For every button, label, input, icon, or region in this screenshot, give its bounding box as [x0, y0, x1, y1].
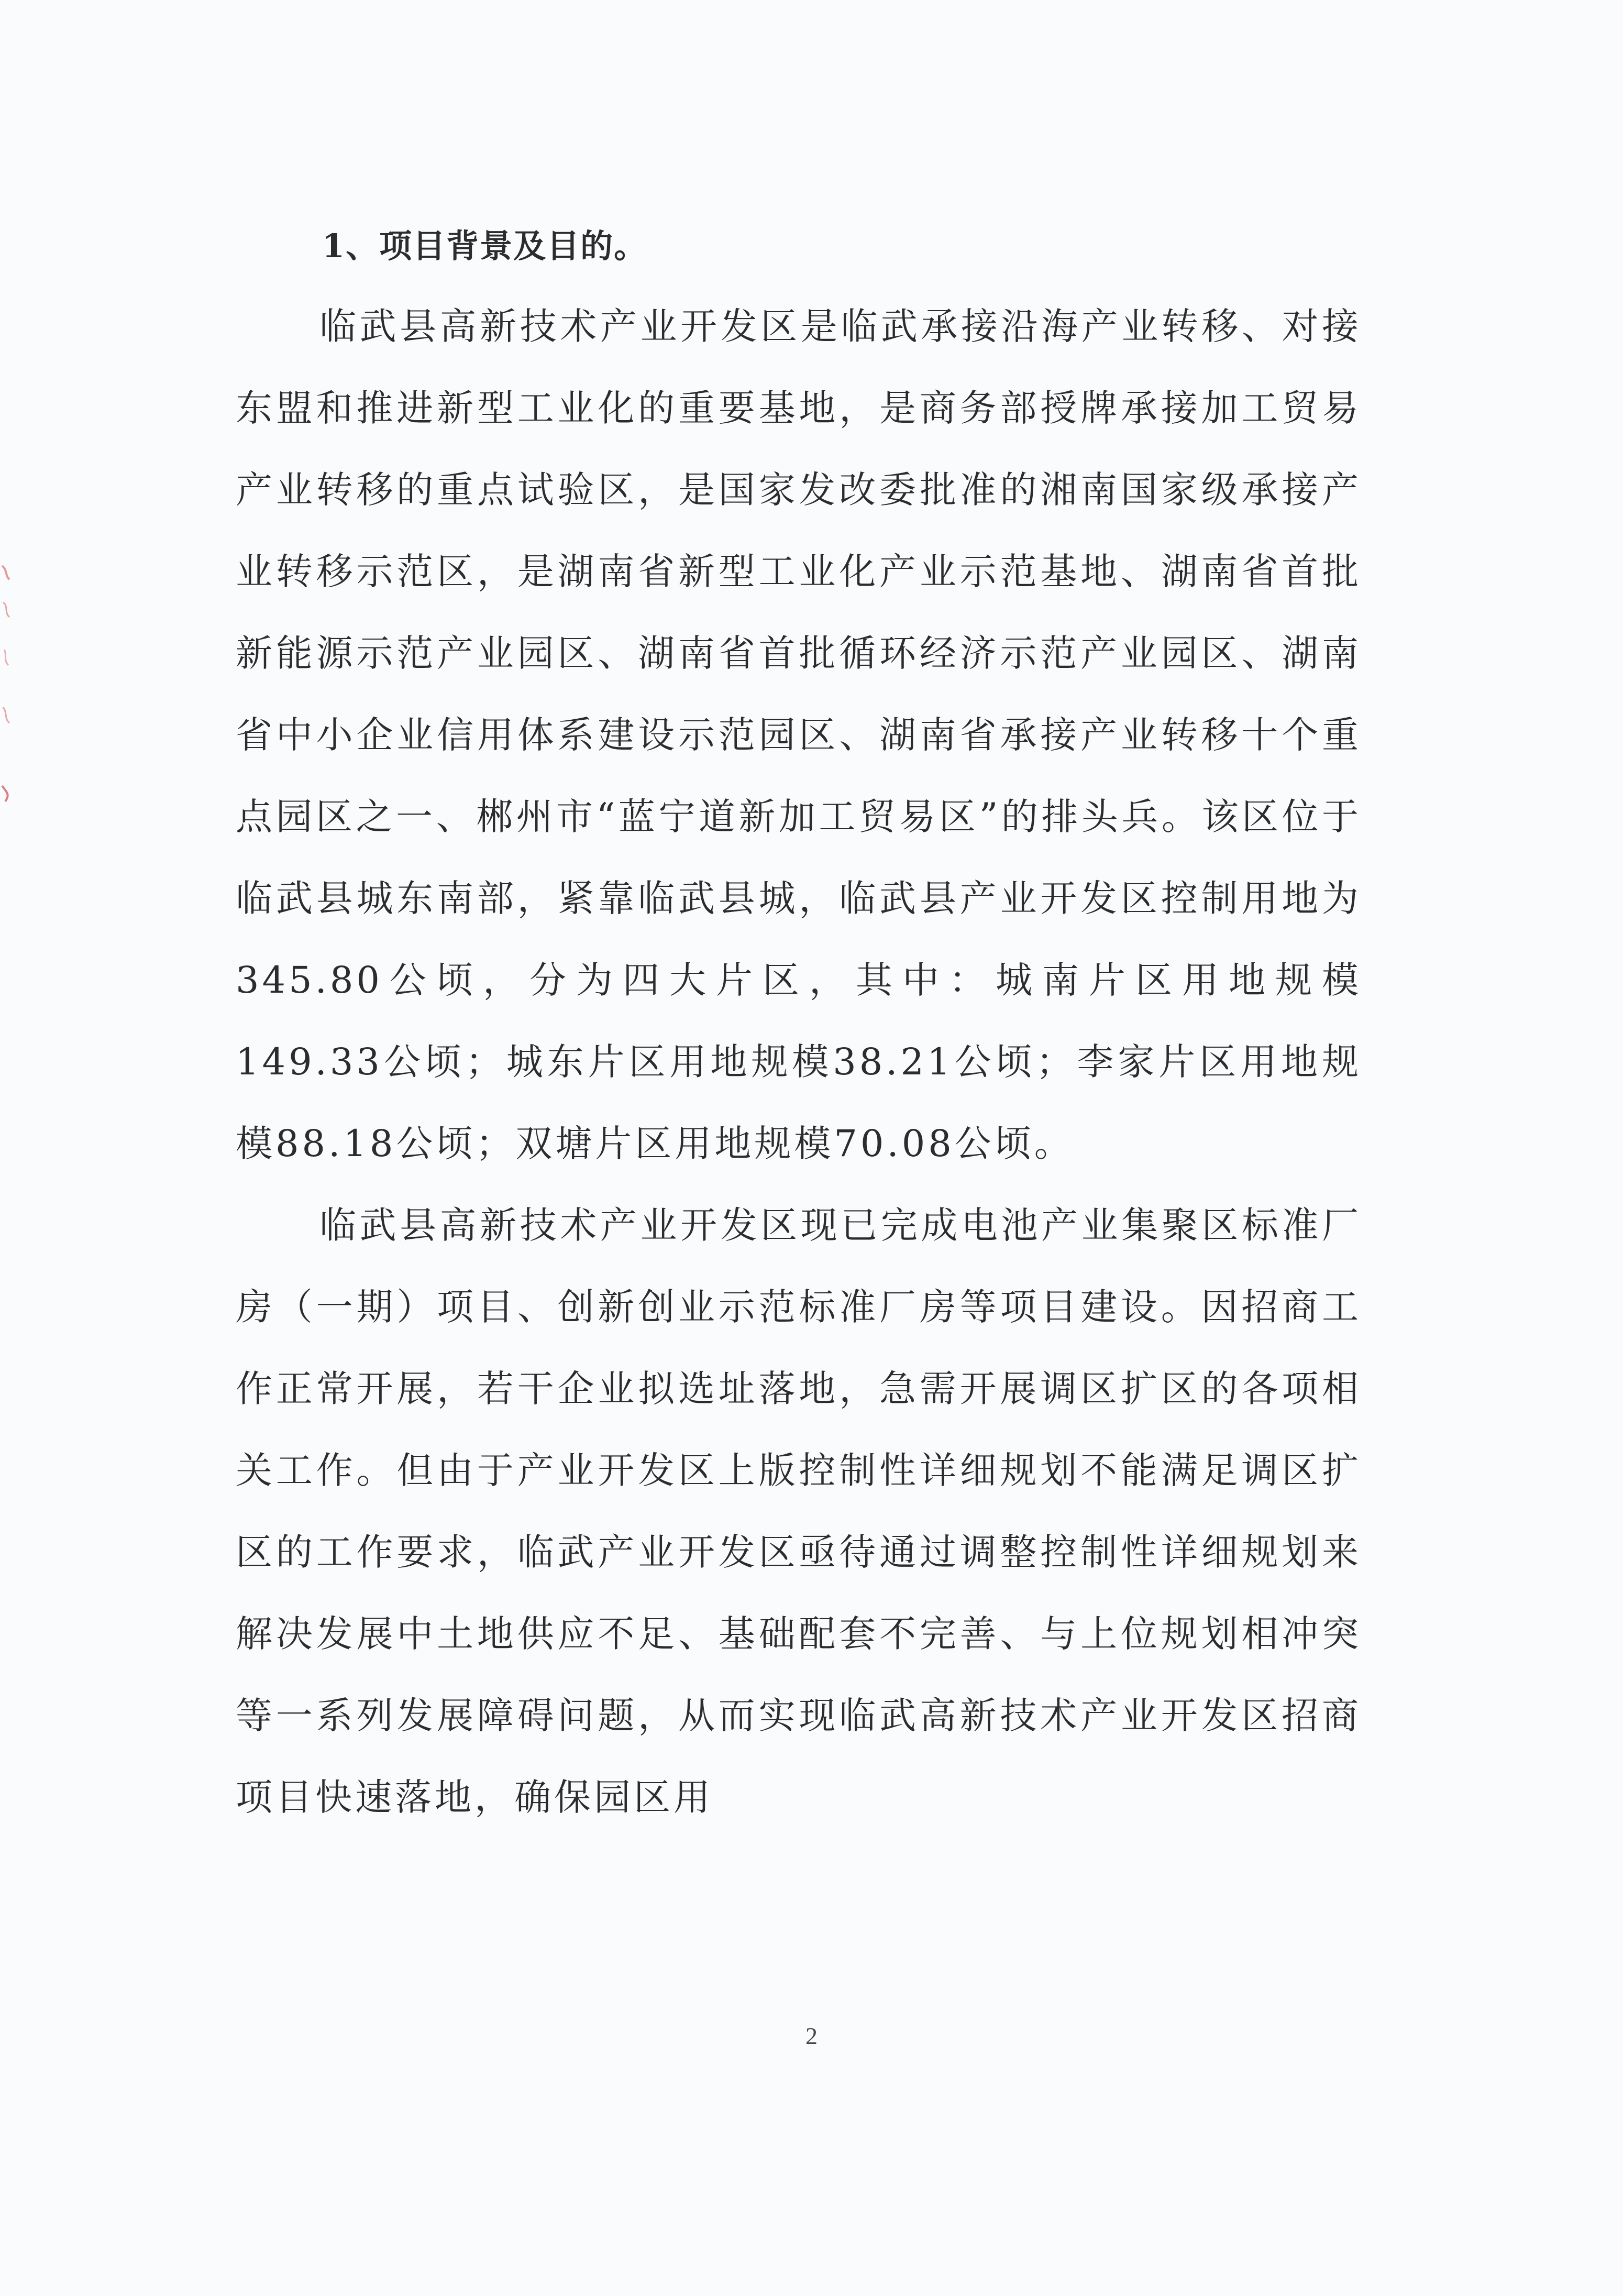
- paragraph-background: 临武县高新技术产业开发区是临武承接沿海产业转移、对接东盟和推进新型工业化的重要基地，是商务部授牌承接加工贸易产业转移的重点试验区，是国家发改委批准的湘南国家级承接产业转移示范区，是湖南省新型工业化产业示范基地、湖南省首批新能源示范产业园区、湖南省首批循环经济示范产业园区、湖南省中小企业信用体系建设示范园区、湖南省承接产业转移十个重点园区之一、郴州市“蓝宁道新加工贸易区”的排头兵。该区位于临武县城东南部，紧靠临武县城，临武县产业开发区控制用地为345.80公顷，分为四大片区，其中：城南片区用地规模149.33公顷；城东片区用地规模38.21公顷；李家片区用地规模88.18公顷；双塘片区用地规模70.08公顷。: [236, 305, 1362, 1165]
- document-body: [236, 207, 1362, 1838]
- paragraph-status: 临武县高新技术产业开发区现已完成电池产业集聚区标准厂房（一期）项目、创新创业示范标准厂房等项目建设。因招商工作正常开展，若干企业拟选址落地，急需开展调区扩区的各项相关工作。但由于产业开发区上版控制性详细规划不能满足调区扩区的工作要求，临武产业开发区亟待通过调整控制性详细规划来解决发展中土地供应不足、基础配套不完善、与上位规划相冲突等一系列发展障碍问题，从而实现临武高新技术产业开发区招商项目快速落地，确保园区用: [236, 1204, 1362, 1819]
- page-number: 2: [805, 2023, 818, 2049]
- section-heading: 1、项目背景及目的。: [322, 227, 648, 265]
- seal-stamp-fragment: [0, 555, 16, 828]
